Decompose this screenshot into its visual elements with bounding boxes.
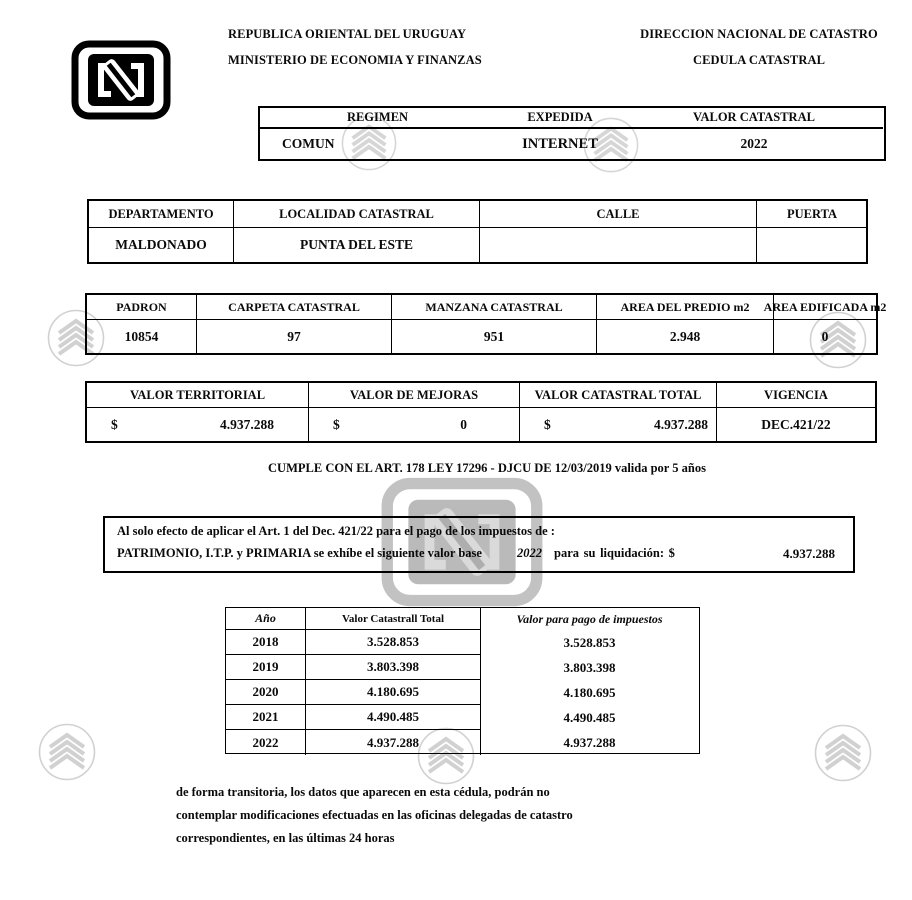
history-table	[225, 607, 700, 754]
calle-header: CALLE	[480, 201, 757, 228]
header-ministry-line: MINISTERIO DE ECONOMIA Y FINANZAS	[228, 53, 482, 67]
valor-territorial-header: VALOR TERRITORIAL	[87, 383, 309, 408]
notice-line2	[105, 546, 853, 566]
expedida-header: EXPEDIDA	[495, 108, 625, 129]
expedida-value: INTERNET	[522, 135, 598, 152]
padron-value: 10854	[87, 320, 197, 353]
puerta-header: PUERTA	[757, 201, 867, 228]
vigencia-value: DEC.421/22	[761, 416, 831, 432]
notice-amount: 4.937.288	[783, 546, 835, 561]
history-valor-catastral: 3.528.853	[306, 630, 481, 655]
padron-header: PADRON	[87, 295, 197, 320]
history-year: 2021	[226, 705, 306, 730]
regimen-value: COMUN	[282, 136, 335, 151]
history-valor-catastral: 3.803.398	[306, 655, 481, 680]
footer-note	[176, 781, 573, 850]
compliance-statement: CUMPLE CON EL ART. 178 LEY 17296 - DJCU DE 12/03/2019 valida por 5 años	[268, 461, 706, 475]
amount: 4.937.288	[654, 416, 708, 432]
amount: 4.937.288	[220, 416, 274, 432]
catastro-logo-icon	[70, 40, 172, 120]
notice-line2-text: PATRIMONIO, I.T.P. y PRIMARIA se exhíbe el siguiente valor base	[117, 546, 482, 560]
valor-impuestos-header: Valor para pago de impuestos	[516, 611, 663, 626]
valor-total-value	[520, 408, 717, 441]
valor-mejoras-header: VALOR DE MEJORAS	[309, 383, 520, 408]
area-edificada-value: 0	[821, 328, 829, 344]
valor-catastral-value: 2022	[740, 136, 768, 151]
header-country-line: REPUBLICA ORIENTAL DEL URUGUAY	[228, 27, 467, 41]
departamento-value: MALDONADO	[89, 228, 234, 262]
history-valor-impuestos: 3.803.398	[563, 659, 616, 675]
chevron-circle-watermark-icon	[37, 722, 97, 782]
padron-table	[85, 293, 887, 355]
valor-catastral-header: VALOR CATASTRAL	[625, 108, 883, 129]
year-header: Año	[226, 608, 306, 630]
footer-note-line: contemplar modificaciones efectuadas en las oficinas delegadas de catastro	[176, 808, 573, 822]
valor-catastral-total-header: Valor Catastrall Total	[306, 608, 481, 630]
footer-note-line: correspondientes, en las últimas 24 horas	[176, 831, 395, 845]
notice-liquidacion-text: para su liquidación: $	[554, 546, 675, 560]
currency-symbol: $	[111, 416, 118, 432]
header-direction-line: DIRECCION NACIONAL DE CATASTRO	[640, 27, 878, 41]
history-valor-impuestos: 4.490.485	[563, 709, 616, 725]
regimen-header: REGIMEN	[260, 108, 495, 129]
area-predio-value: 2.948	[597, 320, 774, 353]
history-year: 2020	[226, 680, 306, 705]
history-valor-catastral: 4.490.485	[306, 705, 481, 730]
manzana-header: MANZANA CATASTRAL	[392, 295, 597, 320]
amount: 0	[460, 416, 467, 432]
chevron-circle-watermark-icon	[813, 723, 873, 783]
history-year: 2018	[226, 630, 306, 655]
notice-year: 2022	[517, 546, 542, 560]
history-valor-impuestos: 3.528.853	[563, 634, 616, 650]
history-valor-impuestos: 4.180.695	[563, 684, 616, 700]
vigencia-header: VIGENCIA	[717, 383, 875, 408]
footer-note-line: de forma transitoria, los datos que aparecen en esta cédula, podrán no	[176, 785, 550, 799]
header-document-title: CEDULA CATASTRAL	[692, 53, 826, 67]
area-edificada-header: AREA EDIFICADA m2	[774, 295, 876, 320]
notice-box	[103, 516, 855, 573]
calle-value	[480, 228, 757, 262]
history-year: 2019	[226, 655, 306, 680]
currency-symbol: $	[333, 416, 340, 432]
manzana-value: 951	[392, 320, 597, 353]
valor-mejoras-value	[309, 408, 520, 441]
carpeta-value: 97	[197, 320, 392, 353]
notice-line1: Al solo efecto de aplicar el Art. 1 del Dec. 421/22 para el pago de los impuestos de :	[117, 524, 555, 538]
localidad-header: LOCALIDAD CATASTRAL	[234, 201, 480, 228]
history-valor-catastral: 4.180.695	[306, 680, 481, 705]
localidad-value: PUNTA DEL ESTE	[234, 228, 480, 262]
regimen-table	[258, 106, 886, 161]
carpeta-header: CARPETA CATASTRAL	[197, 295, 392, 320]
departamento-header: DEPARTAMENTO	[89, 201, 234, 228]
puerta-value	[757, 228, 867, 262]
valor-total-header: VALOR CATASTRAL TOTAL	[520, 383, 717, 408]
location-table	[87, 199, 868, 264]
history-year: 2022	[226, 730, 306, 755]
area-predio-header: AREA DEL PREDIO m2	[597, 295, 774, 320]
valor-territorial-value	[87, 408, 309, 441]
valores-table	[85, 381, 877, 443]
currency-symbol: $	[544, 416, 551, 432]
history-valor-catastral: 4.937.288	[306, 730, 481, 755]
history-valor-impuestos: 4.937.288	[563, 734, 616, 750]
